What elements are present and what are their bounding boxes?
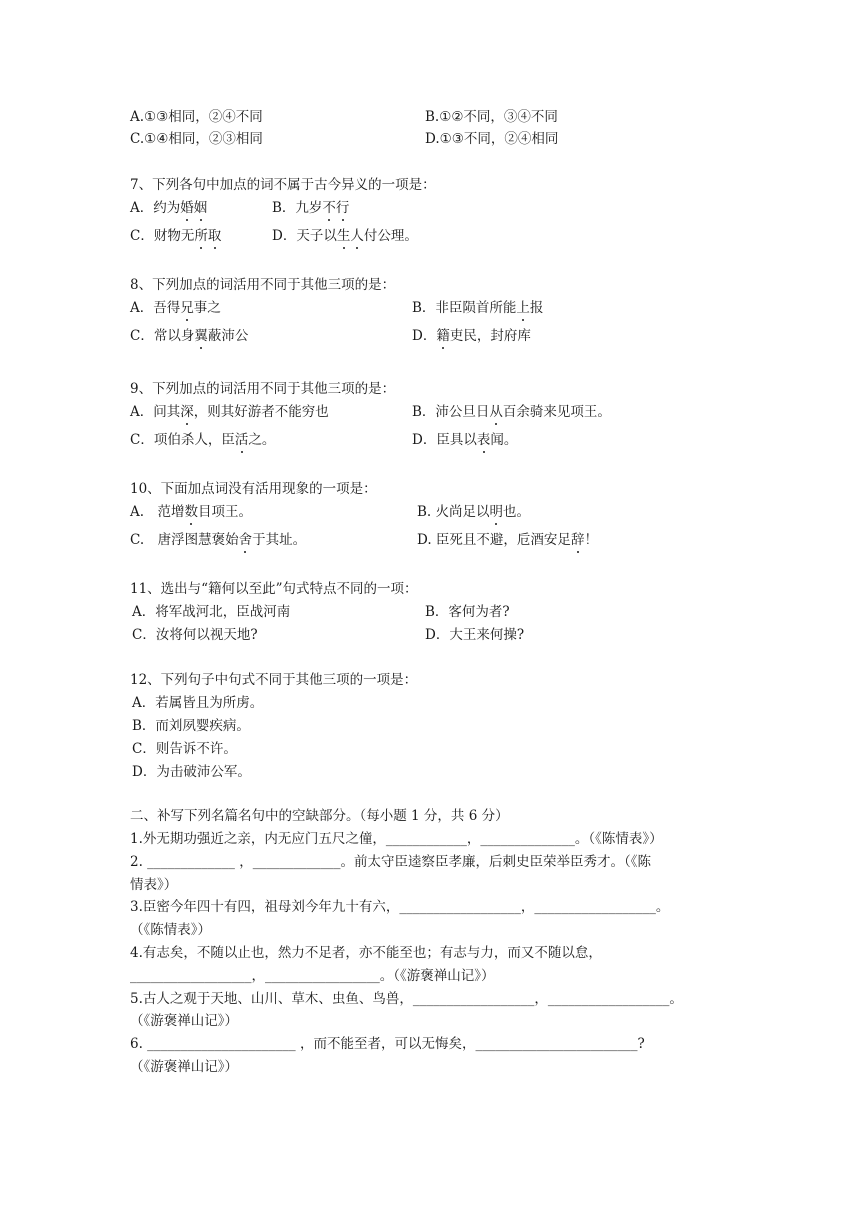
q12-option-a: A．若属皆且为所虏。 [132, 695, 264, 711]
fill-blank-1: 1.外无期功强近之亲，内无应门五尺之僮，____________，______________。（《陈情表》） [130, 831, 663, 847]
q8-option-c: C．常以身翼蔽沛公 [130, 328, 249, 344]
q6-option-d: D.①③不同，②④相同 [425, 131, 559, 147]
fill-blank-4-line2: __________________，_________________。（《游褒禅山记》） [130, 968, 495, 984]
q8-option-b: B．非臣陨首所能上报 [412, 300, 544, 316]
q11-option-d: D．大王来何操? [425, 627, 525, 643]
q12-title: 12、下列句子中句式不同于其他三项的一项是： [130, 672, 418, 688]
q10-title: 10、下面加点词没有活用现象的一项是： [130, 481, 377, 497]
q7-option-d: D．天子以生人付公理。 [272, 228, 418, 244]
fill-blank-3: 3.臣密今年四十有四，祖母刘今年九十有六，__________________，__________________。 [130, 899, 670, 915]
q9-option-a: A．问其深，则其好游者不能穷也 [130, 404, 329, 420]
q12-option-b: B．而刘夙婴疾病。 [132, 718, 250, 734]
q10-option-d: D. 臣死且不避，卮酒安足辞！ [417, 532, 598, 548]
q11-option-c: C．汝将何以视天地? [132, 627, 258, 643]
fill-blank-2-source: 情表》） [130, 877, 178, 893]
q6-option-a: A.①③相同，②④不同 [130, 109, 263, 125]
q9-title: 9、下列加点的词活用不同于其他三项的是： [130, 381, 396, 397]
section2-title: 二、补写下列名篇名句中的空缺部分。（每小题 1 分，共 6 分） [130, 808, 509, 824]
q11-option-b: B．客何为者? [425, 604, 510, 620]
fill-blank-4: 4.有志矣，不随以止也，然力不足者，亦不能至也；有志与力，而又不随以怠， [130, 945, 602, 961]
q11-title: 11、选出与“籍何以至此”句式特点不同的一项： [130, 581, 418, 597]
q10-option-a: A. 范增数目项王。 [130, 504, 253, 520]
q6-option-b: B.①②不同，③④不同 [425, 109, 558, 125]
q7-option-c: C．财物无所取 [130, 228, 222, 244]
fill-blank-6-source: （《游褒禅山记》） [130, 1059, 238, 1075]
q6-option-c: C.①④相同，②③相同 [130, 131, 263, 147]
q9-option-c: C．项伯杀人，臣活之。 [130, 432, 276, 448]
fill-blank-3-source: （《陈情表》） [130, 922, 211, 938]
q11-option-a: A．将军战河北，臣战河南 [132, 604, 291, 620]
q10-option-b: B. 火尚足以明也。 [417, 504, 531, 520]
q9-option-b: B．沛公旦日从百余骑来见项王。 [412, 404, 611, 420]
q12-option-c: C．则告诉不许。 [132, 741, 237, 757]
q8-option-d: D．籍吏民，封府库 [412, 328, 531, 344]
q7-title: 7、下列各句中加点的词不属于古今异义的一项是： [130, 177, 436, 193]
fill-blank-5: 5.古人之观于天地、山川、草木、虫鱼、鸟兽，__________________，__________________。 [130, 991, 683, 1007]
q12-option-d: D．为击破沛公军。 [132, 764, 251, 780]
q8-option-a: A．吾得兄事之 [130, 300, 221, 316]
fill-blank-2: 2. _____________ ，_____________。前太守臣逵察臣孝廉，后刺史臣荣举臣秀才。（《陈 [130, 854, 651, 870]
fill-blank-6: 6. ______________________ ，而不能至者，可以无悔矣，________________________? [130, 1036, 645, 1052]
q8-title: 8、下列加点的词活用不同于其他三项的是： [130, 277, 396, 293]
q7-option-b: B．九岁不行 [272, 200, 350, 216]
q7-option-a: A．约为婚姻 [130, 200, 208, 216]
fill-blank-5-source: （《游褒禅山记》） [130, 1013, 238, 1029]
q9-option-d: D．臣具以表闻。 [412, 432, 518, 448]
q10-option-c: C. 唐浮图慧褒始舍于其址。 [130, 532, 307, 548]
